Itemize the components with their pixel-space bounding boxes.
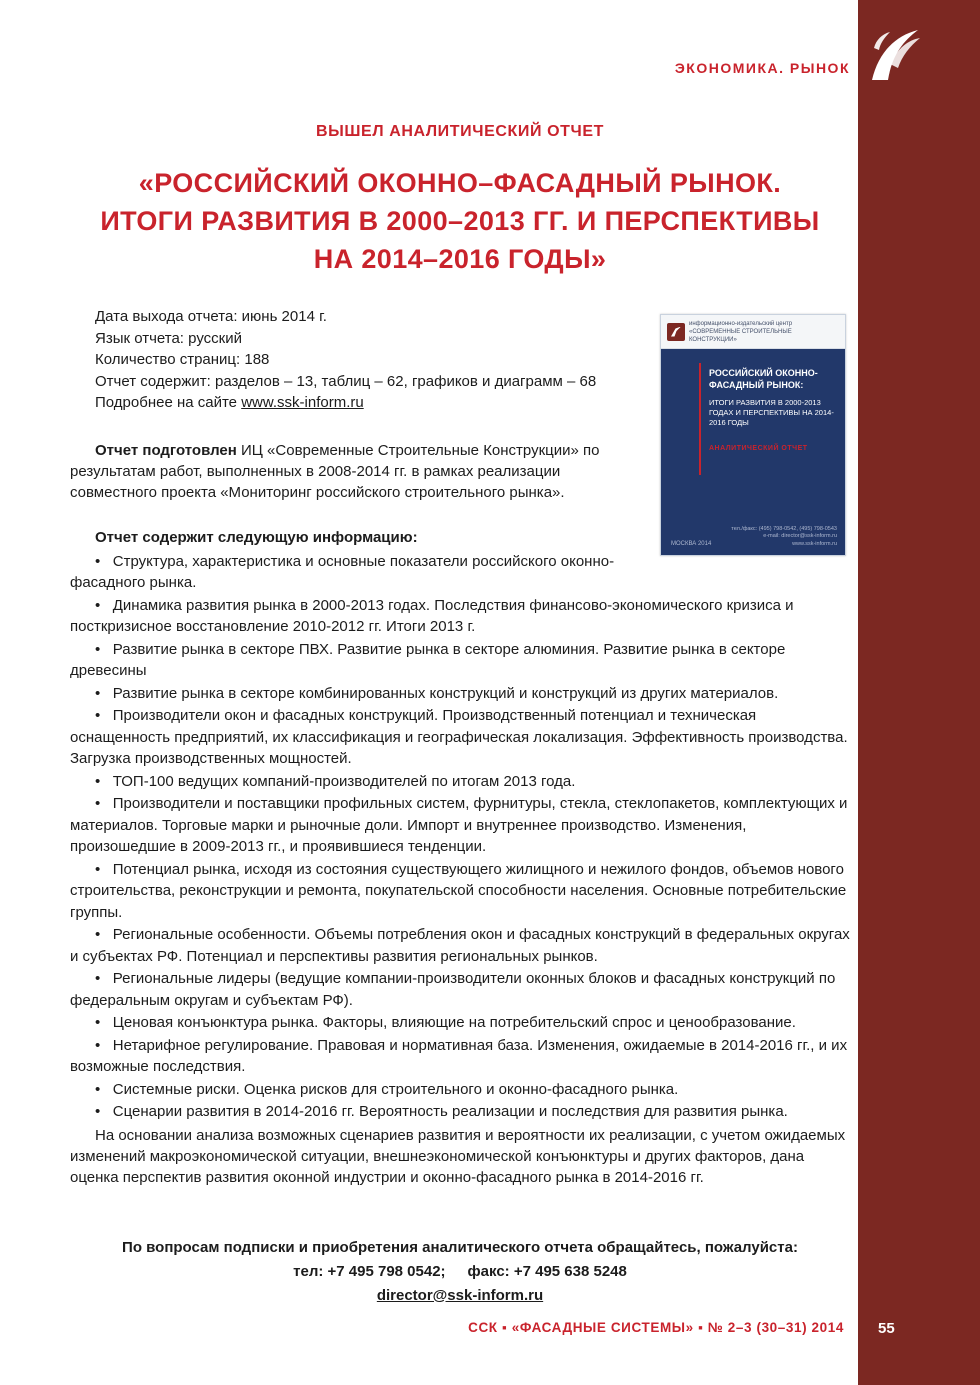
publisher-logo-icon: [864, 24, 924, 88]
list-item: • Развитие рынка в секторе ПВХ. Развитие рынка в секторе алюминия. Развитие рынка в секторе древесины: [70, 639, 850, 682]
list-item: • Производители окон и фасадных конструкций. Производственный потенциал и техническая оснащенность предприятий, их классификация и географическая локализация. Эффективность производства. Загрузка производственных мощностей.: [70, 705, 850, 770]
contents-heading: Отчет содержит следующую информацию:: [95, 528, 418, 546]
meta-language: Язык отчета: русский: [95, 329, 242, 347]
cover-publisher-text: [689, 320, 839, 344]
cover-contact-line-2: e-mail: director@ssk-inform.ru: [763, 533, 837, 539]
list-item: • Системные риски. Оценка рисков для строительного и оконно-фасадного рынка.: [70, 1079, 850, 1101]
cover-city-year: МОСКВА 2014: [671, 541, 712, 547]
cover-title-sub: ИТОГИ РАЗВИТИЯ В 2000-2013 ГОДАХ И ПЕРСПЕКТИВЫ НА 2014-2016 ГОДЫ: [709, 398, 834, 427]
cover-publisher-line-2: «СОВРЕМЕННЫЕ СТРОИТЕЛЬНЫЕ КОНСТРУКЦИИ»: [689, 328, 792, 343]
intro-bold-lead: Отчет подготовлен: [95, 441, 237, 459]
report-title-line-1: «РОССИЙСКИЙ ОКОННО–ФАСАДНЫЙ РЫНОК.: [138, 168, 782, 198]
cover-contact-line-1: тел./факс: (495) 798-0542, (495) 798-0543: [731, 525, 837, 532]
list-item: • Региональные особенности. Объемы потребления окон и фасадных конструкций в федеральных округах и субъектах РФ. Потенциал и перспективы развития региональных рынков.: [70, 924, 850, 967]
site-link[interactable]: www.ssk-inform.ru: [241, 394, 364, 411]
cover-title-main: РОССИЙСКИЙ ОКОННО-ФАСАДНЫЙ РЫНОК:: [709, 368, 818, 390]
report-cover-thumbnail: [660, 314, 846, 556]
list-item: • Региональные лидеры (ведущие компании-производители оконных блоков и фасадных конструкций по федеральным округам и субъектам РФ).: [70, 968, 850, 1011]
list-item: • Сценарии развития в 2014-2016 гг. Вероятность реализации и последствия для развития рынка.: [70, 1101, 850, 1123]
cover-report-type: АНАЛИТИЧЕСКИЙ ОТЧЕТ: [709, 445, 808, 452]
announcement-line: ВЫШЕЛ АНАЛИТИЧЕСКИЙ ОТЧЕТ: [315, 123, 605, 140]
cover-publisher-logo-icon: [667, 323, 685, 341]
meta-release-date: Дата выхода отчета: июнь 2014 г.: [95, 308, 327, 325]
list-item: • Динамика развития рынка в 2000-2013 годах. Последствия финансово-экономического кризиса и посткризисное восстановление 2010-2012 гг. Итоги 2013 г.: [70, 595, 850, 638]
list-item: • Нетарифное регулирование. Правовая и нормативная база. Изменения, ожидаемые в 2014-2016 гг., и их возможные последствия.: [70, 1035, 850, 1078]
list-item: • Потенциал рынка, исходя из состояния существующего жилищного и нежилого фондов, объемов нового строительства, реконструкции и ремонта, покупательской способности населения. Основные потребительские группы.: [70, 859, 850, 924]
cover-body: [661, 349, 845, 555]
page-number: 55: [878, 1320, 895, 1337]
meta-contents-counts: Отчет содержит: разделов – 13, таблиц – 62, графиков и диаграмм – 68: [95, 372, 597, 390]
body-flow: [70, 306, 850, 1308]
report-contents-list: [70, 551, 850, 1123]
contact-block: [70, 1236, 850, 1308]
report-title-line-2: ИТОГИ РАЗВИТИЯ В 2000–2013 ГГ. И ПЕРСПЕКТИВЫ: [100, 206, 820, 236]
cover-publisher-band: [661, 315, 845, 349]
contact-heading: По вопросам подписки и приобретения аналитического отчета обращайтесь, пожалуйста:: [122, 1238, 798, 1256]
list-item: • Развитие рынка в секторе комбинированных конструкций и конструкций из других материалов.: [70, 683, 850, 705]
report-title: [70, 164, 850, 278]
side-bar: [858, 0, 980, 1385]
section-label: ЭКОНОМИКА. РЫНОК: [674, 60, 850, 76]
cover-contacts: [731, 526, 837, 549]
list-item: • Структура, характеристика и основные показатели российского оконно-фасадного рынка.: [70, 551, 850, 594]
main-content: [70, 0, 850, 1308]
cover-contact-line-3: www.ssk-inform.ru: [792, 540, 837, 547]
report-title-line-3: НА 2014–2016 ГОДЫ»: [313, 244, 607, 274]
cover-red-rule: [699, 363, 701, 475]
contact-fax: факс: +7 495 638 5248: [467, 1262, 627, 1280]
meta-more-prefix: Подробнее на сайте: [95, 394, 242, 411]
contact-phone-fax: [70, 1260, 850, 1284]
cover-bottom-band: [671, 526, 837, 549]
contact-phone: тел: +7 495 798 0542;: [293, 1262, 446, 1280]
intro-rest: ИЦ «Современные Строительные Конструкции» по результатам работ, выполненных в 2008-2014 гг. в рамках реализации совместного проекта «Мониторинг российского строительного рынка».: [70, 441, 600, 501]
cover-publisher-line-1: информационно-издательский центр: [689, 320, 793, 327]
meta-page-count: Количество страниц: 188: [95, 351, 270, 368]
list-item: • ТОП-100 ведущих компаний-производителей по итогам 2013 года.: [70, 771, 850, 793]
footer-journal-line: ССК ▪ «ФАСАДНЫЕ СИСТЕМЫ» ▪ № 2–3 (30–31) 2014: [468, 1320, 844, 1335]
email-link[interactable]: director@ssk-inform.ru: [376, 1286, 544, 1304]
list-item: • Производители и поставщики профильных систем, фурнитуры, стекла, стеклопакетов, комплектующих и материалов. Торговые марки и рыночные доли. Импорт и внутреннее производство. Изменения, произошедшие в 2009-2013 гг., и проявившиеся тенденции.: [70, 793, 850, 858]
closing-paragraph: На основании анализа возможных сценариев развития и вероятности их реализации, с учетом ожидаемых изменений макроэкономической ситуации, внешнеэкономической конъюнктуры и других факторов, дана оценка перспектив развития оконной индустрии и оконно-фасадного рынка в 2014-2016 гг.: [70, 1126, 846, 1186]
list-item: • Ценовая конъюнктура рынка. Факторы, влияющие на потребительский спрос и ценообразование.: [70, 1012, 850, 1034]
